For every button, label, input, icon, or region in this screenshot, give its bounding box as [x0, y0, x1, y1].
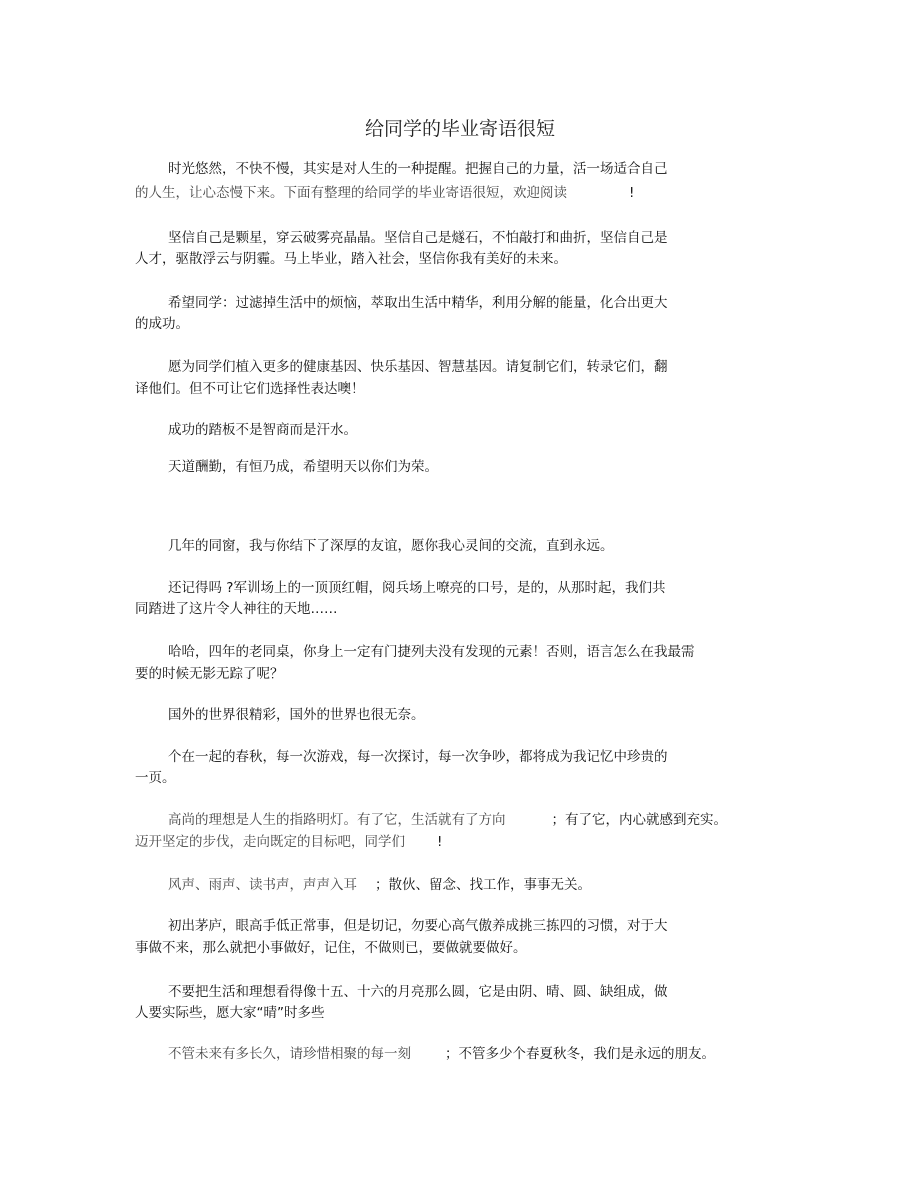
paragraph-line: 希望同学：过滤掉生活中的烦恼，萃取出生活中精华，利用分解的能量，化合出更大 [168, 295, 668, 311]
paragraph-line: 不管未来有多长久，请珍惜相聚的每一刻 ；不管多少个春夏秋冬，我们是永远的朋友。 [168, 1046, 715, 1062]
paragraph-line: 愿为同学们植入更多的健康基因、快乐基因、智慧基因。请复制它们，转录它们，翻 [168, 359, 668, 375]
paragraph-line: 人才，驱散浮云与阴霾。马上毕业，踏入社会，坚信你我有美好的未来。 [135, 251, 567, 267]
paragraph-line: 的成功。 [135, 316, 189, 332]
paragraph-line: 一页。 [135, 770, 176, 786]
paragraph-line: 坚信自己是颗星，穿云破雾亮晶晶。坚信自己是燧石，不怕敲打和曲折，坚信自己是 [168, 230, 668, 246]
paragraph-line: 还记得吗 ?军训场上的一顶顶红帽，阅兵场上嘹亮的口号，是的，从那时起，我们共 [168, 580, 666, 596]
paragraph-line: 几年的同窗，我与你结下了深厚的友谊，愿你我心灵间的交流，直到永远。 [168, 538, 614, 554]
paragraph-line: 人要实际些，愿大家“晴”时多些 [135, 1005, 325, 1021]
paragraph-line: 同踏进了这片令人神往的天地…… [135, 601, 338, 617]
paragraph-line: 国外的世界很精彩，国外的世界也很无奈。 [168, 707, 425, 723]
paragraph-line: 风声、雨声、读书声，声声入耳 ；散伙、留念、找工作，事事无关。 [168, 877, 591, 893]
paragraph-line: 初出茅庐，眼高手低正常事，但是切记，勿要心高气傲养成挑三拣四的习惯，对于大 [168, 918, 668, 934]
paragraph-line: 成功的踏板不是智商而是汗水。 [168, 422, 357, 438]
paragraph-line: 时光悠然，不快不慢，其实是对人生的一种提醒。把握自己的力量，活一场适合自己 [168, 161, 668, 177]
paragraph-line: 译他们。但不可让它们选择性表达噢！ [135, 381, 365, 397]
paragraph-line: 迈开坚定的步伐，走向既定的目标吧，同学们 ! [135, 834, 443, 850]
paragraph-line: 要的时候无影无踪了呢？ [135, 666, 284, 682]
paragraph-line: 事做不来，那么就把小事做好，记住，不做则已，要做就要做好。 [135, 940, 527, 956]
paragraph-line: 不要把生活和理想看得像十五、十六的月亮那么圆，它是由阴、晴、圆、缺组成，做 [168, 984, 668, 1000]
paragraph-line: 哈哈，四年的老同桌，你身上一定有门捷列夫没有发现的元素！否则，语言怎么在我最需 [168, 644, 695, 660]
paragraph-line: 高尚的理想是人生的指路明灯。有了它，生活就有了方向 ；有了它，内心就感到充实。 [168, 812, 727, 828]
paragraph-line: 的人生，让心态慢下来。下面有整理的给同学的毕业寄语很短，欢迎阅读 ! [135, 185, 635, 201]
paragraph-line: 天道酬勤，有恒乃成，希望明天以你们为荣。 [168, 459, 438, 475]
paragraph-line: 个在一起的春秋，每一次游戏，每一次探讨，每一次争吵，都将成为我记忆中珍贵的 [168, 749, 668, 765]
document-title: 给同学的毕业寄语很短 [364, 118, 555, 140]
